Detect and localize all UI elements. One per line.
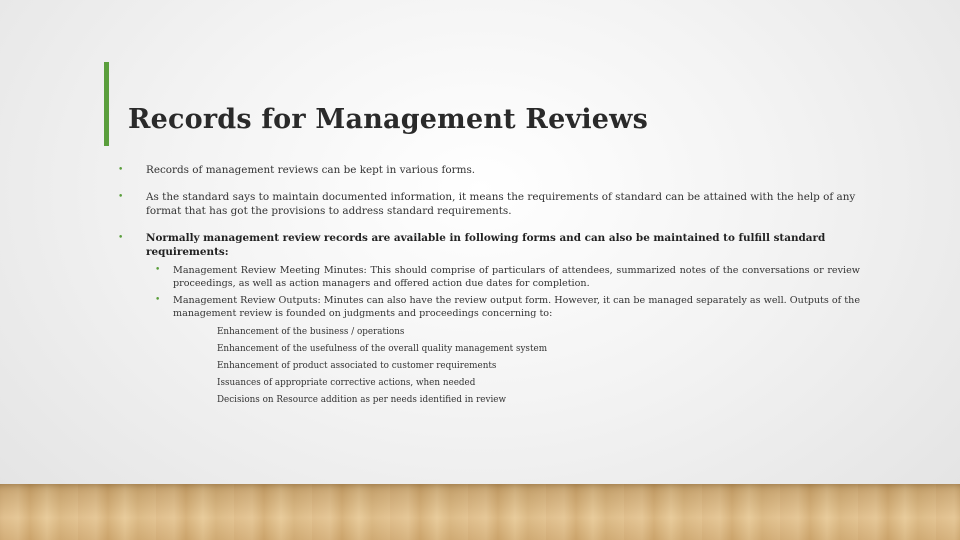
bullet-item <box>118 231 860 409</box>
output-item: Enhancement of product associated to customer requirements <box>217 360 497 371</box>
bullet-item <box>118 163 860 178</box>
slide-title: Records for Management Reviews <box>128 104 649 135</box>
bullet-icon: • <box>118 191 124 202</box>
bullet-text: As the standard says to maintain documented information, it means the requirements of standard can be attained with the help of any format that has got the provisions to address standard requirements. <box>146 190 856 217</box>
wood-floor-decoration <box>0 484 960 540</box>
bullet-icon: • <box>155 294 161 305</box>
bullet-icon: • <box>155 264 161 275</box>
bullet-text: Records of management reviews can be kept in various forms. <box>146 164 476 176</box>
bullet-text: Normally management review records are available in following forms and can also be maintained to fulfill standard requirements: <box>146 231 826 258</box>
bullet-icon: • <box>118 165 124 175</box>
sub-bullet-item <box>133 264 860 290</box>
sub-bullet-text: Management Review Outputs: Minutes can also have the review output form. However, it can be managed separately as well. Outputs of the management review is founded on judgments and proceedings concerning to: <box>173 294 860 319</box>
title-accent-bar <box>104 62 109 146</box>
bullet-item <box>118 190 860 219</box>
output-item: Decisions on Resource addition as per needs identified in review <box>217 394 507 405</box>
sub-bullet-text: Management Review Meeting Minutes: This should comprise of particulars of attendees, summarized notes of the conversations or review proceedings, as well as action managers and offered action due dates for completion. <box>173 264 860 289</box>
output-item: Issuances of appropriate corrective actions, when needed <box>217 377 476 388</box>
sub-bullet-item <box>133 294 860 320</box>
slide-content <box>118 163 860 421</box>
sub-bullet-list <box>133 264 860 409</box>
output-item: Enhancement of the business / operations <box>217 326 405 337</box>
bullet-icon: • <box>118 232 124 243</box>
output-item: Enhancement of the usefulness of the overall quality management system <box>217 343 548 354</box>
